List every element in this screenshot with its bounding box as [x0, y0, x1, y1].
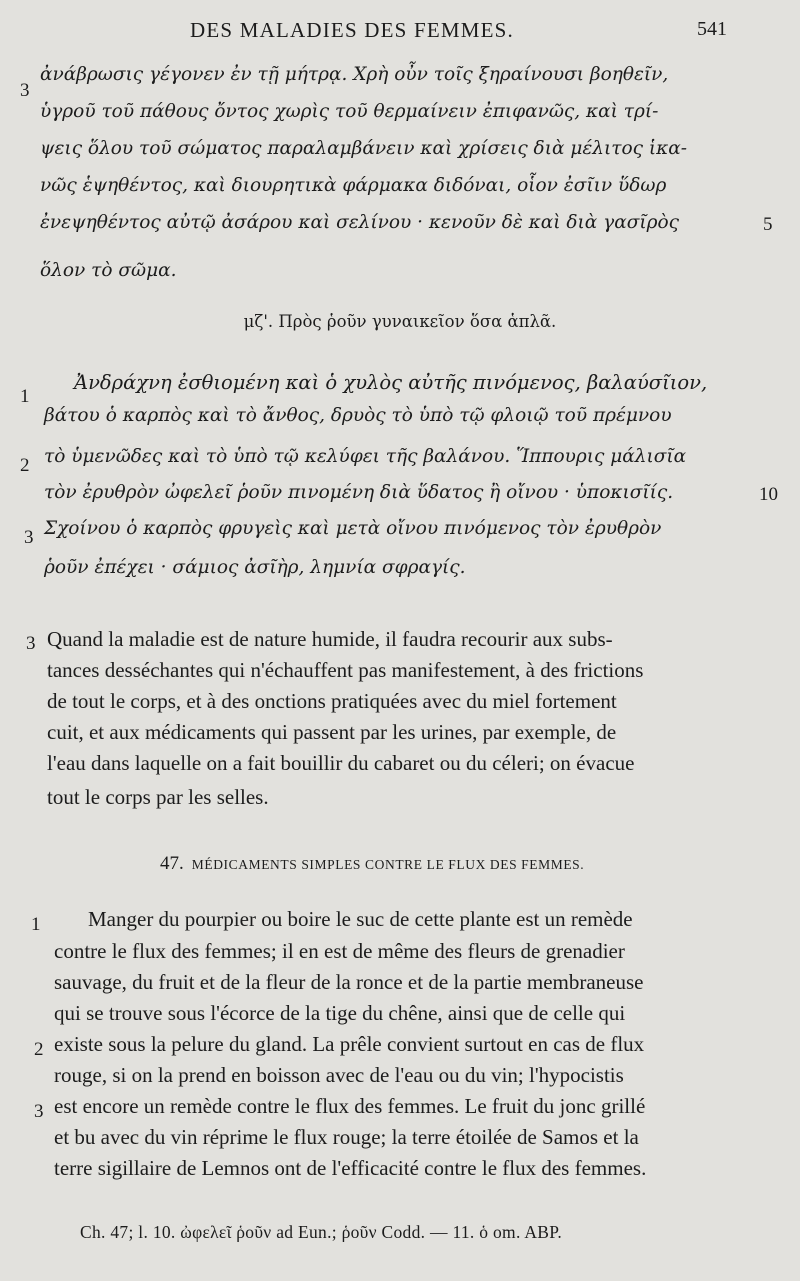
french-line: et bu avec du vin réprime le flux rouge; la terre étoilée de Samos et la — [54, 1125, 639, 1149]
section-number: 1 — [20, 386, 30, 407]
section-number: 3 — [24, 527, 34, 548]
french-line: l'eau dans laquelle on a fait bouillir du cabaret ou du céleri; on évacue — [47, 751, 635, 775]
greek-line: Ἀνδράχνη ἐσθιομένη καὶ ὁ χυλὸς αὐτῆς πινόμενος, βαλαύσῖιον, — [74, 371, 708, 394]
greek-line: ὅλον τὸ σῶμα. — [40, 260, 177, 281]
page-header — [0, 18, 800, 48]
line-number: 5 — [763, 214, 773, 235]
line-number: 10 — [759, 484, 778, 505]
french-line: cuit, et aux médicaments qui passent par les urines, par exemple, de — [47, 720, 617, 744]
running-title: DES MALADIES DES FEMMES. — [190, 18, 514, 42]
section-number: 3 — [34, 1101, 44, 1122]
french-line: Manger du pourpier ou boire le suc de cette plante est un remède — [88, 907, 633, 931]
greek-line: ὑγροῦ τοῦ πάθους ὄντος χωρὶς τοῦ θερμαίνειν ἐπιφανῶς, καὶ τρί- — [40, 101, 659, 122]
section-number: 2 — [20, 455, 30, 476]
french-line: Quand la maladie est de nature humide, il faudra recourir aux subs- — [47, 627, 613, 651]
french-line: rouge, si on la prend en boisson avec de l'eau ou du vin; l'hypocistis — [54, 1063, 624, 1087]
greek-line: νῶς ἑψηθέντος, καὶ διουρητικὰ φάρμακα διδόναι, οἷον ἐσῖιν ὕδωρ — [40, 175, 667, 196]
section-number: 2 — [34, 1039, 44, 1060]
french-line: qui se trouve sous l'écorce de la tige du chêne, ainsi que de celle qui — [54, 1001, 626, 1025]
french-line: est encore un remède contre le flux des femmes. Le fruit du jonc grillé — [54, 1094, 646, 1118]
greek-line: τὸν ἐρυθρὸν ὠφελεῖ ῥοῦν πινομένη διὰ ὕδατος ἢ οἴνου · ὑποκισῖίς. — [44, 482, 674, 503]
french-line: sauvage, du fruit et de la fleur de la ronce et de la partie membraneuse — [54, 970, 644, 994]
greek-line: βάτου ὁ καρπὸς καὶ τὸ ἄνθος, δρυὸς τὸ ὑπὸ τῷ φλοιῷ τοῦ πρέμνου — [44, 405, 672, 426]
section-number: 1 — [31, 914, 41, 935]
french-line: tout le corps par les selles. — [47, 785, 269, 809]
page-number: 541 — [697, 18, 727, 40]
critical-apparatus-footnote: Ch. 47; l. 10. ὠφελεῖ ῥοῦν ad Eun.; ῥοῦν Codd. — 11. ὁ om. ABP. — [80, 1222, 563, 1242]
section-number: 3 — [26, 633, 36, 654]
french-line: de tout le corps, et à des onctions pratiquées avec du miel fortement — [47, 689, 617, 713]
chapter-number: 47. — [160, 853, 184, 874]
greek-line: ἀνάβρωσις γέγονεν ἐν τῇ μήτρᾳ. Χρὴ οὖν τοῖς ξηραίνουσι βοηθεῖν, — [40, 64, 669, 85]
greek-line: ἐνεψηθέντος αὐτῷ ἀσάρου καὶ σελίνου · κενοῦν δὲ καὶ διὰ γασῖρὸς — [40, 212, 679, 233]
greek-line: τὸ ὑμενῶδες καὶ τὸ ὑπὸ τῷ κελύφει τῆς βαλάνου. Ἵππουρις μάλισῖα — [44, 446, 687, 467]
greek-section-heading: μζ'. Πρὸς ῥοῦν γυναικεῖον ὅσα ἁπλᾶ. — [243, 312, 557, 331]
greek-line: Σχοίνου ὁ καρπὸς φρυγεὶς καὶ μετὰ οἴνου πινόμενος τὸν ἐρυθρὸν — [44, 518, 662, 539]
greek-line: ῥοῦν ἐπέχει · σάμιος ἀσῖὴρ, λημνία σφραγίς. — [44, 557, 466, 578]
chapter-title: MÉDICAMENTS SIMPLES CONTRE LE FLUX DES FEMMES. — [191, 857, 585, 872]
french-line: terre sigillaire de Lemnos ont de l'efficacité contre le flux des femmes. — [54, 1156, 647, 1180]
french-line: existe sous la pelure du gland. La prêle convient surtout en cas de flux — [54, 1032, 645, 1056]
french-line: contre le flux des femmes; il en est de même des fleurs de grenadier — [54, 939, 625, 963]
section-number: 3 — [20, 80, 30, 101]
french-line: tances desséchantes qui n'échauffent pas manifestement, à des frictions — [47, 658, 644, 682]
greek-line: ψεις ὅλου τοῦ σώματος παραλαμβάνειν καὶ χρίσεις διὰ μέλιτος ἱκα- — [40, 138, 687, 159]
french-section-heading — [160, 853, 584, 875]
